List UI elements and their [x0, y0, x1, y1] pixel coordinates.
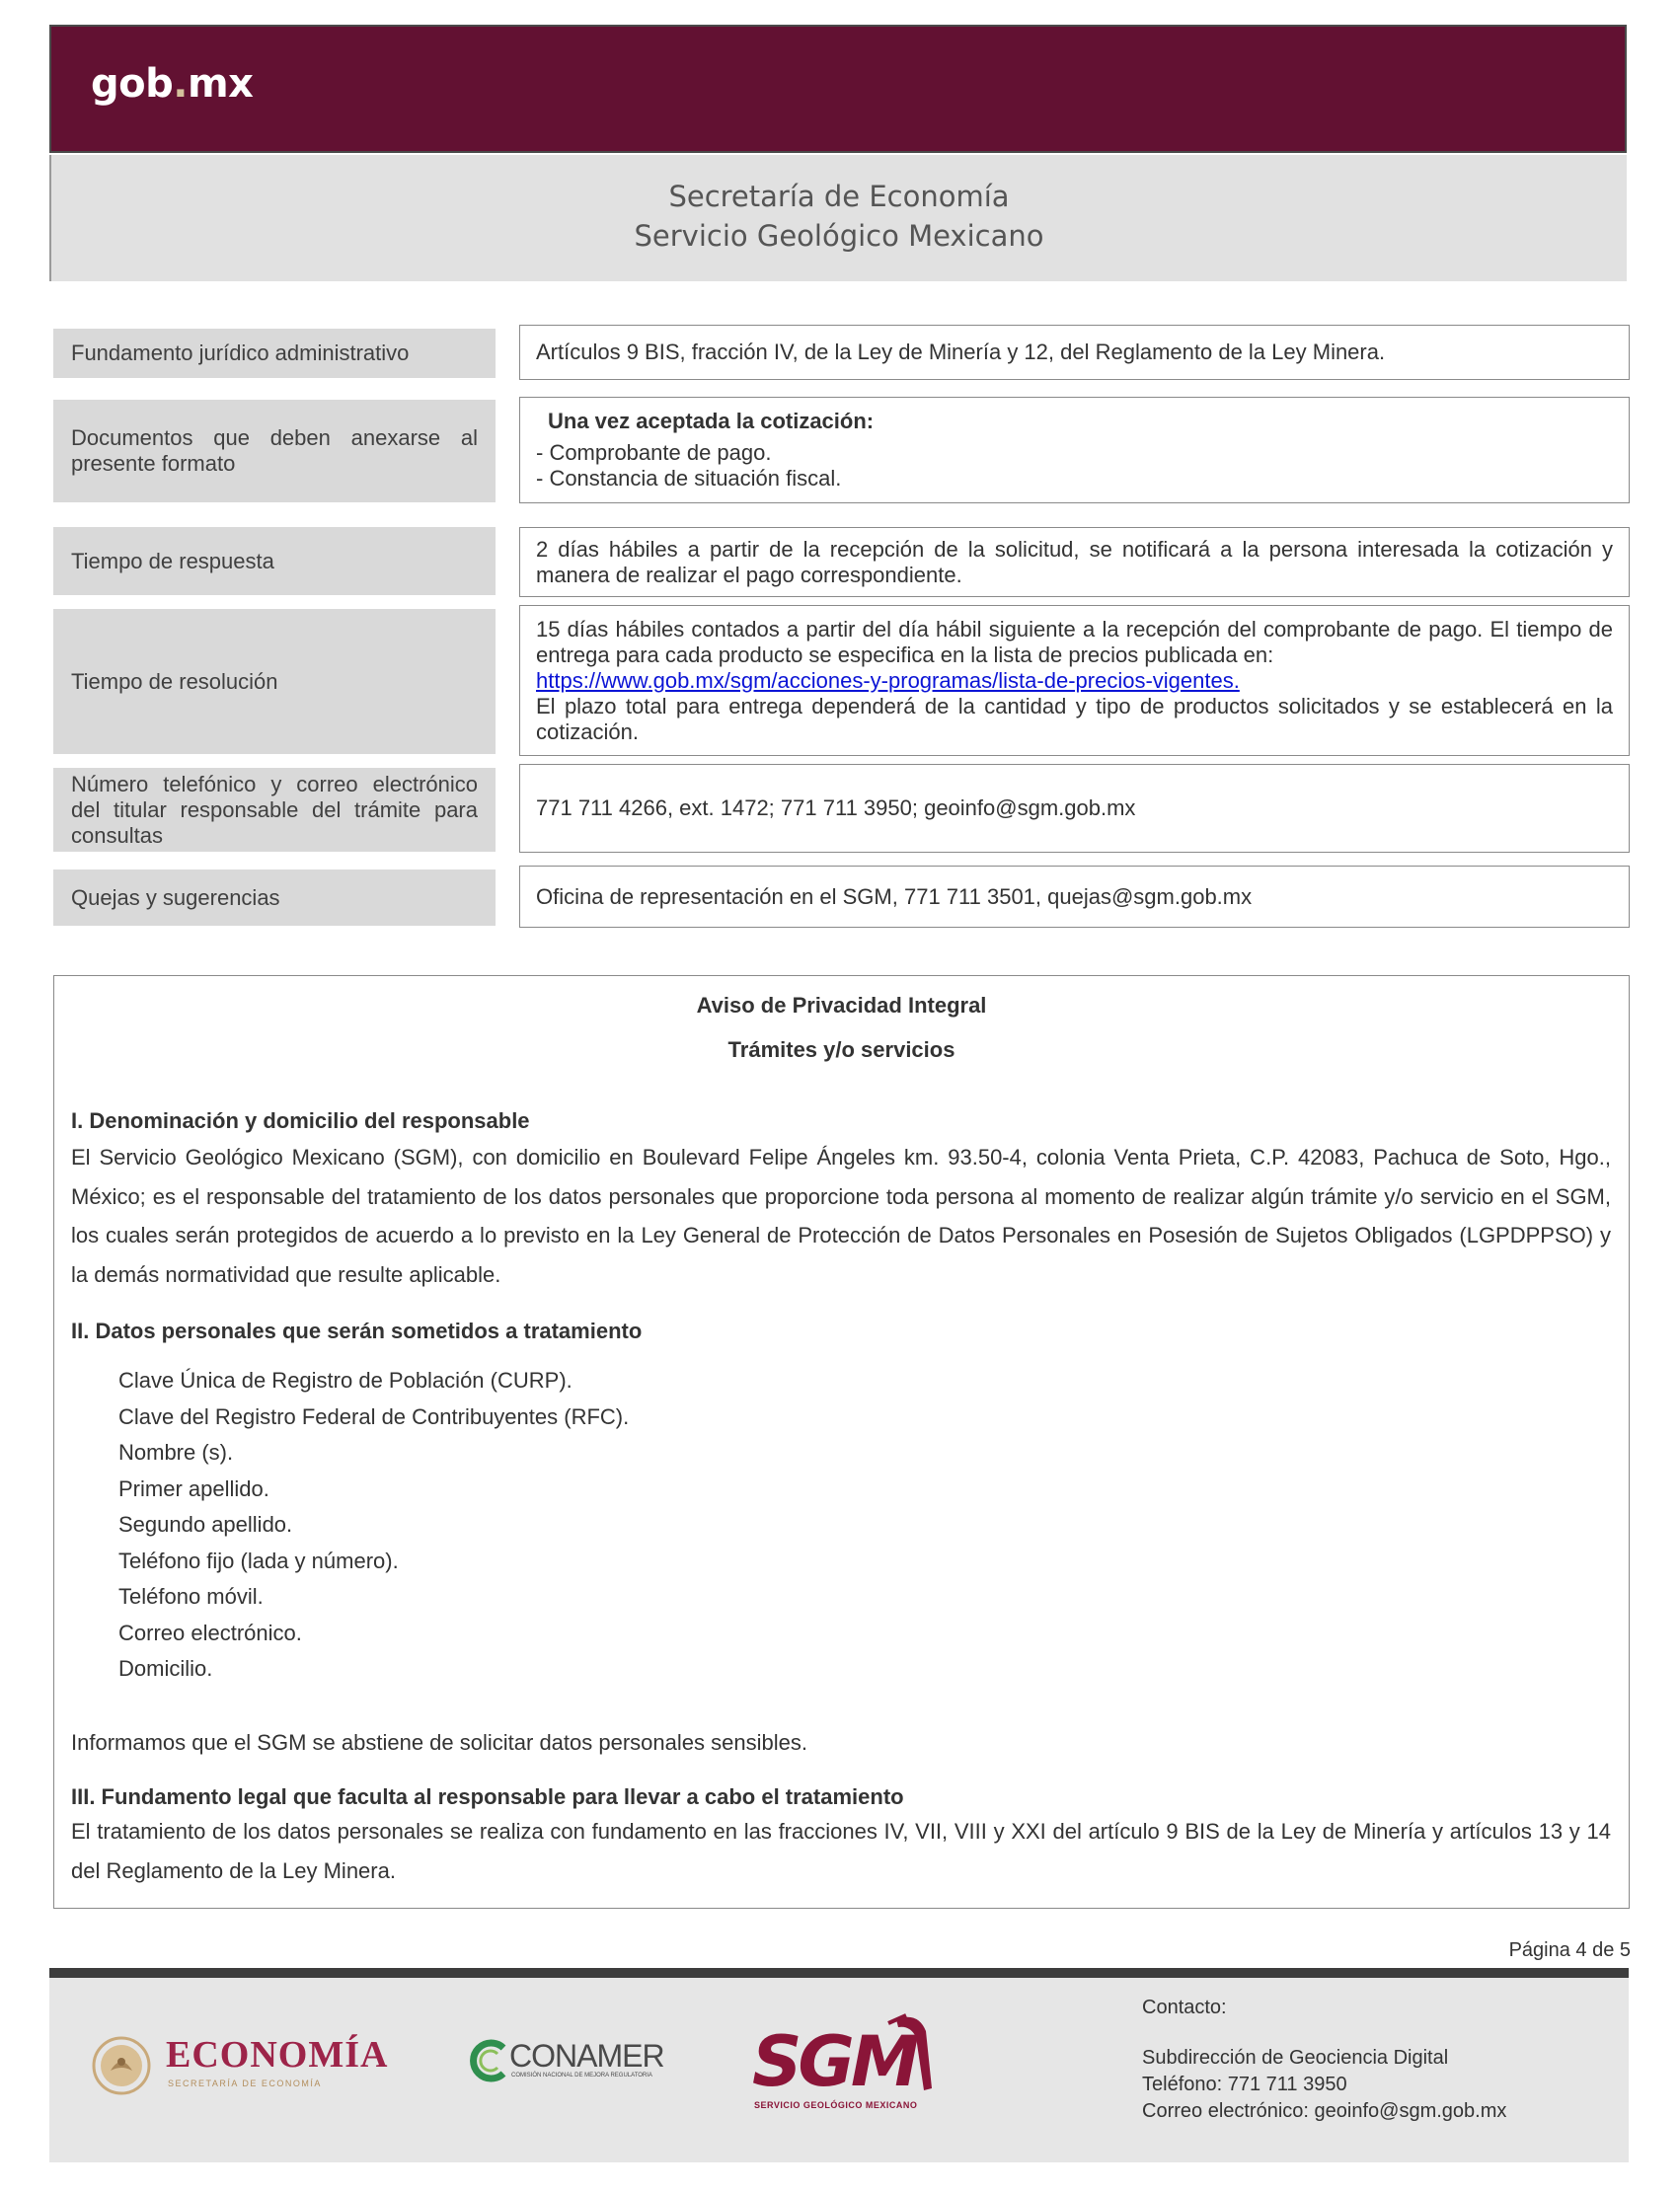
logo-text-gob: gob [91, 61, 174, 107]
list-item: Clave del Registro Federal de Contribuyentes (RFC). [118, 1404, 630, 1429]
value-documentos [519, 397, 1630, 503]
conamer-logo-text: CONAMER [509, 2038, 664, 2074]
list-item: Teléfono móvil. [118, 1584, 264, 1609]
contact-phone: Teléfono: 771 711 3950 [1142, 2074, 1347, 2095]
value-quejas [519, 866, 1630, 928]
lista-precios-link[interactable]: https://www.gob.mx/sgm/acciones-y-programas/lista-de-precios-vigentes. [536, 667, 1240, 693]
value-quejas-text: Oficina de representación en el SGM, 771 711 3501, quejas@sgm.gob.mx [536, 883, 1253, 909]
contact-label: Contacto: [1142, 1997, 1227, 2018]
value-tiempo-resolucion [519, 605, 1630, 756]
list-item: Correo electrónico. [118, 1621, 302, 1645]
value-tiempo-respuesta-text: 2 días hábiles a partir de la recepción de la solicitud, se notificará a la persona interesada la cotización y manera de realizar el pago correspondiente. [536, 536, 1613, 587]
section-1-heading: I. Denominación y domicilio del responsable [71, 1108, 530, 1133]
list-item: Primer apellido. [118, 1476, 269, 1501]
value-fundamento [519, 325, 1630, 380]
section-2-note: Informamos que el SGM se abstiene de solicitar datos personales sensibles. [71, 1730, 807, 1755]
logo-dot: . [173, 61, 188, 107]
label-tiempo-resolucion: Tiempo de resolución [53, 609, 496, 754]
logo-text-mx: mx [187, 61, 254, 107]
label-documentos: Documentos que deben anexarse al presente formato [53, 400, 496, 502]
privacy-subtitle: Trámites y/o servicios [727, 1037, 955, 1062]
conamer-c-icon [470, 2038, 509, 2083]
contact-email: Correo electrónico: geoinfo@sgm.gob.mx [1142, 2100, 1507, 2122]
list-item: Teléfono fijo (lada y número). [118, 1549, 399, 1573]
section-3-text: El tratamiento de los datos personales se realiza con fundamento en las fracciones IV, VII, VIII y XXI del artículo 9 BIS de la Ley de Minería y artículos 13 y 14 del Reglamento de la Ley Minera. [71, 1819, 1611, 1883]
section-3-heading: III. Fundamento legal que faculta al responsable para llevar a cabo el tratamiento [71, 1784, 904, 1809]
value-documentos-item: - Comprobante de pago. [536, 440, 772, 465]
contact-department: Subdirección de Geociencia Digital [1142, 2047, 1449, 2069]
sgm-logo-text: SGM [752, 2021, 916, 2102]
value-documentos-item: - Constancia de situación fiscal. [536, 466, 842, 491]
value-documentos-title: Una vez aceptada la cotización: [548, 409, 875, 433]
gobmx-logo[interactable] [91, 61, 253, 107]
economia-logo-subtext: SECRETARÍA DE ECONOMÍA [168, 2079, 322, 2088]
value-tiempo-resolucion-text: 15 días hábiles contados a partir del día hábil siguiente a la recepción del comprobante de pago. El tiempo de entrega para cada producto se especifica en la lista de precios publicada en: [536, 616, 1613, 667]
label-tiempo-respuesta: Tiempo de respuesta [53, 527, 496, 595]
value-contacto-responsable-text: 771 711 4266, ext. 1472; 771 711 3950; geoinfo@sgm.gob.mx [536, 795, 1136, 820]
agency-name: Secretaría de Economía [668, 180, 1010, 213]
list-item: Clave Única de Registro de Población (CURP). [118, 1368, 573, 1393]
value-contacto-responsable [519, 764, 1630, 853]
agency-band [49, 155, 1627, 281]
value-tiempo-respuesta [519, 527, 1630, 597]
sgm-logo-subtext: SERVICIO GEOLÓGICO MEXICANO [754, 2100, 918, 2110]
value-tiempo-resolucion-text-2: El plazo total para entrega dependerá de la cantidad y tipo de productos solicitados y se establecerá en la cotización. [536, 693, 1613, 744]
economia-logo-text: ECONOMÍA [166, 2034, 389, 2076]
privacy-title: Aviso de Privacidad Integral [696, 993, 987, 1018]
section-2-heading: II. Datos personales que serán sometidos a tratamiento [71, 1319, 643, 1343]
footer-divider [49, 1968, 1629, 1978]
agency-subname: Servicio Geológico Mexicano [634, 219, 1044, 253]
list-item: Domicilio. [118, 1656, 213, 1681]
gobmx-header-bar [49, 25, 1627, 153]
label-fundamento: Fundamento jurídico administrativo [53, 329, 496, 378]
list-item: Nombre (s). [118, 1440, 234, 1465]
label-contacto-responsable: Número telefónico y correo electrónico del titular responsable del trámite para consultas [53, 768, 496, 852]
list-item: Segundo apellido. [118, 1512, 293, 1537]
section-1-text: El Servicio Geológico Mexicano (SGM), con domicilio en Boulevard Felipe Ángeles km. 93.50-4, colonia Venta Prieta, C.P. 42083, Pachuca de Soto, Hgo., México; es el responsable del tratamiento de los datos personales que proporcione toda persona al momento de realizar algún trámite y/o servicio en el SGM, los cuales serán protegidos de acuerdo a lo previsto en la Ley General de Protección de Datos Personales en Posesión de Sujetos Obligados (LGPDPPSO) y la demás normatividad que resulte aplicable. [71, 1145, 1611, 1287]
value-fundamento-text: Artículos 9 BIS, fracción IV, de la Ley de Minería y 12, del Reglamento de la Ley Minera. [536, 340, 1386, 364]
mexico-coat-of-arms-icon [91, 2035, 152, 2096]
page-number: Página 4 de 5 [1508, 1939, 1631, 1961]
conamer-logo-subtext: COMISIÓN NACIONAL DE MEJORA REGULATORIA [511, 2073, 652, 2079]
label-quejas: Quejas y sugerencias [53, 869, 496, 926]
